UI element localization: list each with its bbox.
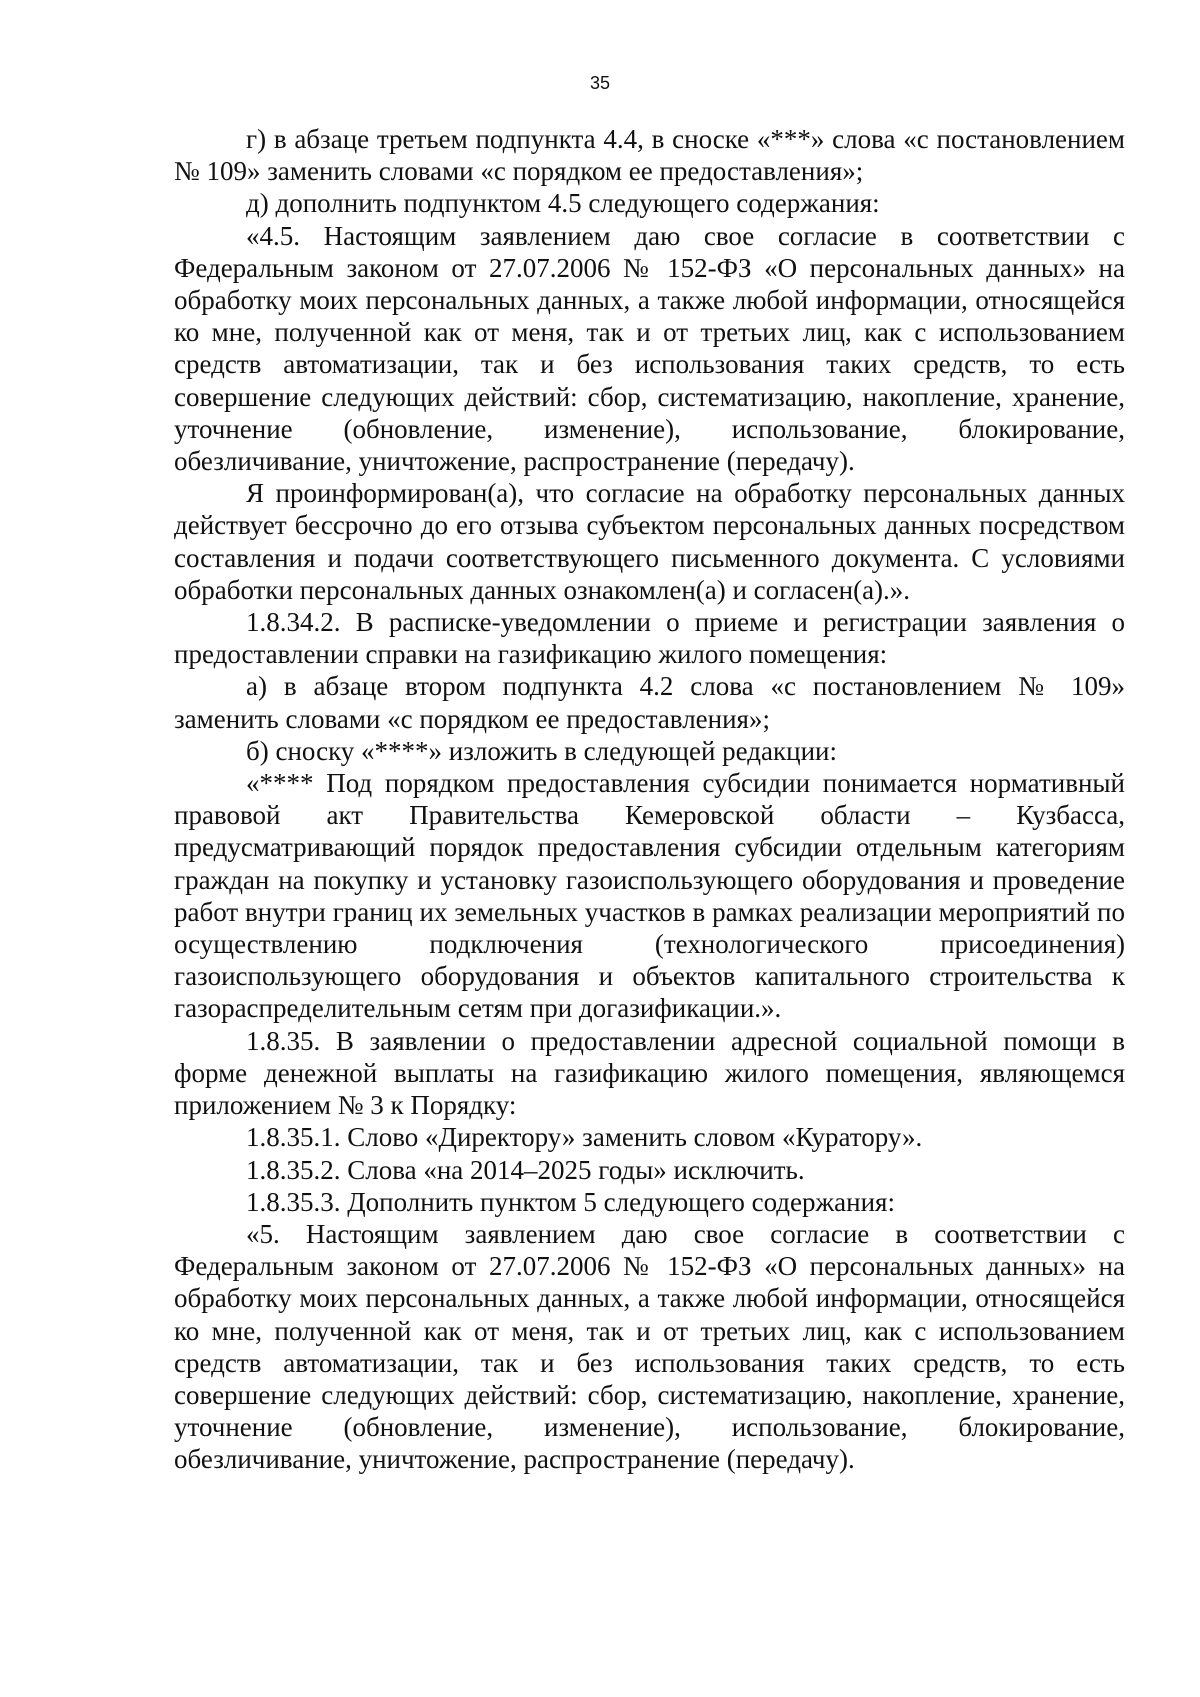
paragraph-1-8-35-1: 1.8.35.1. Слово «Директору» заменить словом «Куратору».	[246, 1122, 923, 1153]
paragraph-consent-4-5: «4.5. Настоящим заявлением даю свое согласие в соответствии с Федеральным законом от 27.07.2006 № 152-ФЗ «О персональных данных» на обработку моих персональных данных, а также любой информации, относящейся ко мне, полученной как от меня, так и от третьих лиц, как с использованием средств автоматизации, так и без использования таких средств, то есть совершение следующих действий: сбор, систематизацию, накопление, хранение, уточнение (обновление, изменение), использование, блокирование, обезличивание, уничтожение, распространение (передачу).	[174, 220, 1125, 477]
paragraph-informed-consent: Я проинформирован(а), что согласие на обработку персональных данных действует бессрочно до его отзыва субъектом персональных данных посредством составления и подачи соответствующего письменного документа. С условиями обработки персональных данных ознакомлен(а) и согласен(а).».	[174, 478, 1125, 605]
paragraph-1-8-34-2: 1.8.34.2. В расписке-уведомлении о приеме и регистрации заявления о предоставлении справки на газификацию жилого помещения:	[174, 607, 1125, 670]
paragraph-consent-5: «5. Настоящим заявлением даю свое согласие в соответствии с Федеральным законом от 27.07.2006 № 152-ФЗ «О персональных данных» на обработку моих персональных данных, а также любой информации, относящейся ко мне, полученной как от меня, так и от третьих лиц, как с использованием средств автоматизации, так и без использования таких средств, то есть совершение следующих действий: сбор, систематизацию, накопление, хранение, уточнение (обновление, изменение), использование, блокирование, обезличивание, уничтожение, распространение (передачу).	[174, 1218, 1125, 1475]
paragraph-b-footnote: б) сноску «****» изложить в следующей редакции:	[246, 735, 837, 766]
paragraph-a-subpoint-4-2: а) в абзаце втором подпункта 4.2 слова «с постановлением № 109» заменить словами «с порядком ее предоставления»;	[174, 671, 1125, 734]
paragraph-1-8-35: 1.8.35. В заявлении о предоставлении адресной социальной помощи в форме денежной выплаты на газификацию жилого помещения, являющемся приложением № 3 к Порядку:	[174, 1025, 1125, 1121]
paragraph-g-footnote-amendment: г) в абзаце третьем подпункта 4.4, в сноске «***» слова «с постановлением № 109» заменить словами «с порядком ее предоставления»;	[174, 124, 1125, 187]
paragraph-1-8-35-3: 1.8.35.3. Дополнить пунктом 5 следующего содержания:	[246, 1186, 895, 1217]
paragraph-footnote-definition: «**** Под порядком предоставления субсидии понимается нормативный правовой акт Правительства Кемеровской области – Кузбасса, предусматривающий порядок предоставления субсидии отдельным категориям граждан на покупку и установку газоиспользующего оборудования и проведение работ внутри границ их земельных участков в рамках реализации мероприятий по осуществлению подключения (технологического присоединения) газоиспользующего оборудования и объектов капитального строительства к газораспределительным сетям при догазификации.».	[174, 768, 1125, 1024]
paragraph-d-add-subpoint: д) дополнить подпунктом 4.5 следующего содержания:	[246, 188, 880, 219]
document-body	[174, 123, 1125, 1476]
paragraph-1-8-35-2: 1.8.35.2. Слова «на 2014–2025 годы» исключить.	[246, 1154, 805, 1185]
page-number: 35	[589, 73, 611, 93]
